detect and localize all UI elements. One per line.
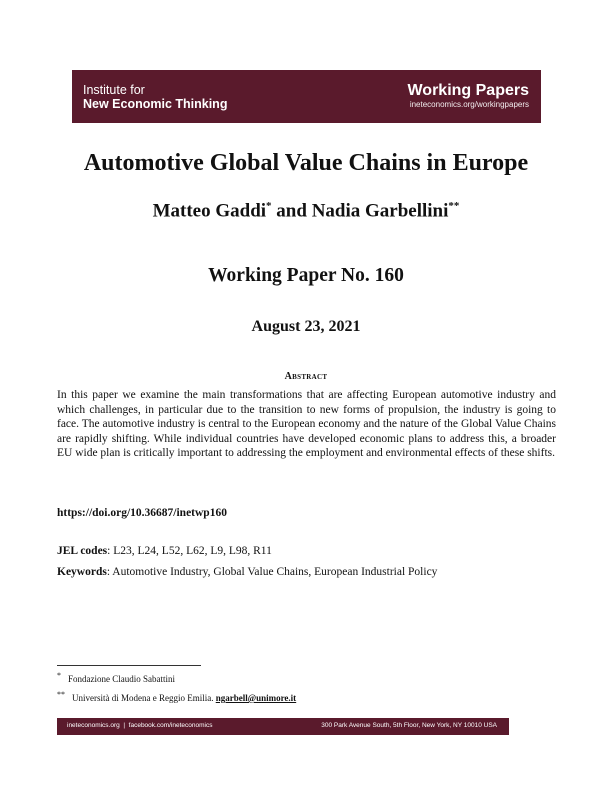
abstract-heading: Abstract <box>284 371 328 382</box>
institute-logo <box>83 83 227 111</box>
paper-date: August 23, 2021 <box>251 318 361 335</box>
jel-label: JEL codes <box>57 545 108 557</box>
header-banner <box>72 70 541 123</box>
abstract-text: In this paper we examine the main transformations that are affecting European automotive industry and which challenges, in particular due to the transition to new forms of propulsion, the industry is going to face. The automotive industry is central to the European economy and the nature of the Global Value Chains are rapidly shifting. While individual countries have developed economic plans to address this, a broader EU wide plan is critically important to addressing the employment and environmental effects of these shifts. <box>57 389 556 459</box>
footnote-2 <box>57 690 296 703</box>
footnote-1-mark: * <box>57 671 61 680</box>
keywords-value: : Automotive Industry, Global Value Chains, European Industrial Policy <box>106 566 438 578</box>
jel-value: : L23, L24, L52, L62, L9, L98, R11 <box>107 545 272 557</box>
footer-address: 300 Park Avenue South, 5th Floor, New York, NY 10010 USA <box>321 722 497 729</box>
footnote-2-text: Università di Modena e Reggio Emilia. <box>72 693 216 703</box>
author-1-mark: * <box>266 200 272 212</box>
author-1: Matteo Gaddi <box>152 200 267 222</box>
footnote-2-mark: ** <box>57 690 65 699</box>
footnote-1 <box>57 671 175 684</box>
working-papers-title: Working Papers <box>407 82 529 99</box>
author-2: Nadia Garbellini <box>311 200 449 222</box>
footer-banner <box>57 718 509 735</box>
keywords <box>57 566 437 578</box>
author-2-mark: ** <box>448 200 460 212</box>
institute-line2: New Economic Thinking <box>83 97 228 111</box>
email-link[interactable]: ngarbell@unimore.it <box>215 693 297 703</box>
authors <box>0 200 612 222</box>
author-connector: and <box>271 200 312 222</box>
working-papers-label <box>407 82 529 110</box>
footnote-1-text: Fondazione Claudio Sabattini <box>68 674 175 684</box>
footnote-divider <box>57 665 201 666</box>
doi-link[interactable]: https://doi.org/10.36687/inetwp160 <box>57 507 227 519</box>
working-paper-number: Working Paper No. 160 <box>208 265 404 286</box>
institute-line1: Institute for <box>83 83 145 97</box>
jel-codes <box>57 545 272 557</box>
footer-links[interactable]: ineteconomics.org | facebook.com/ineteconomics <box>67 722 213 729</box>
keywords-label: Keywords <box>57 566 107 578</box>
working-papers-url[interactable]: ineteconomics.org/workingpapers <box>409 100 529 109</box>
paper-title: Automotive Global Value Chains in Europe <box>83 150 529 176</box>
